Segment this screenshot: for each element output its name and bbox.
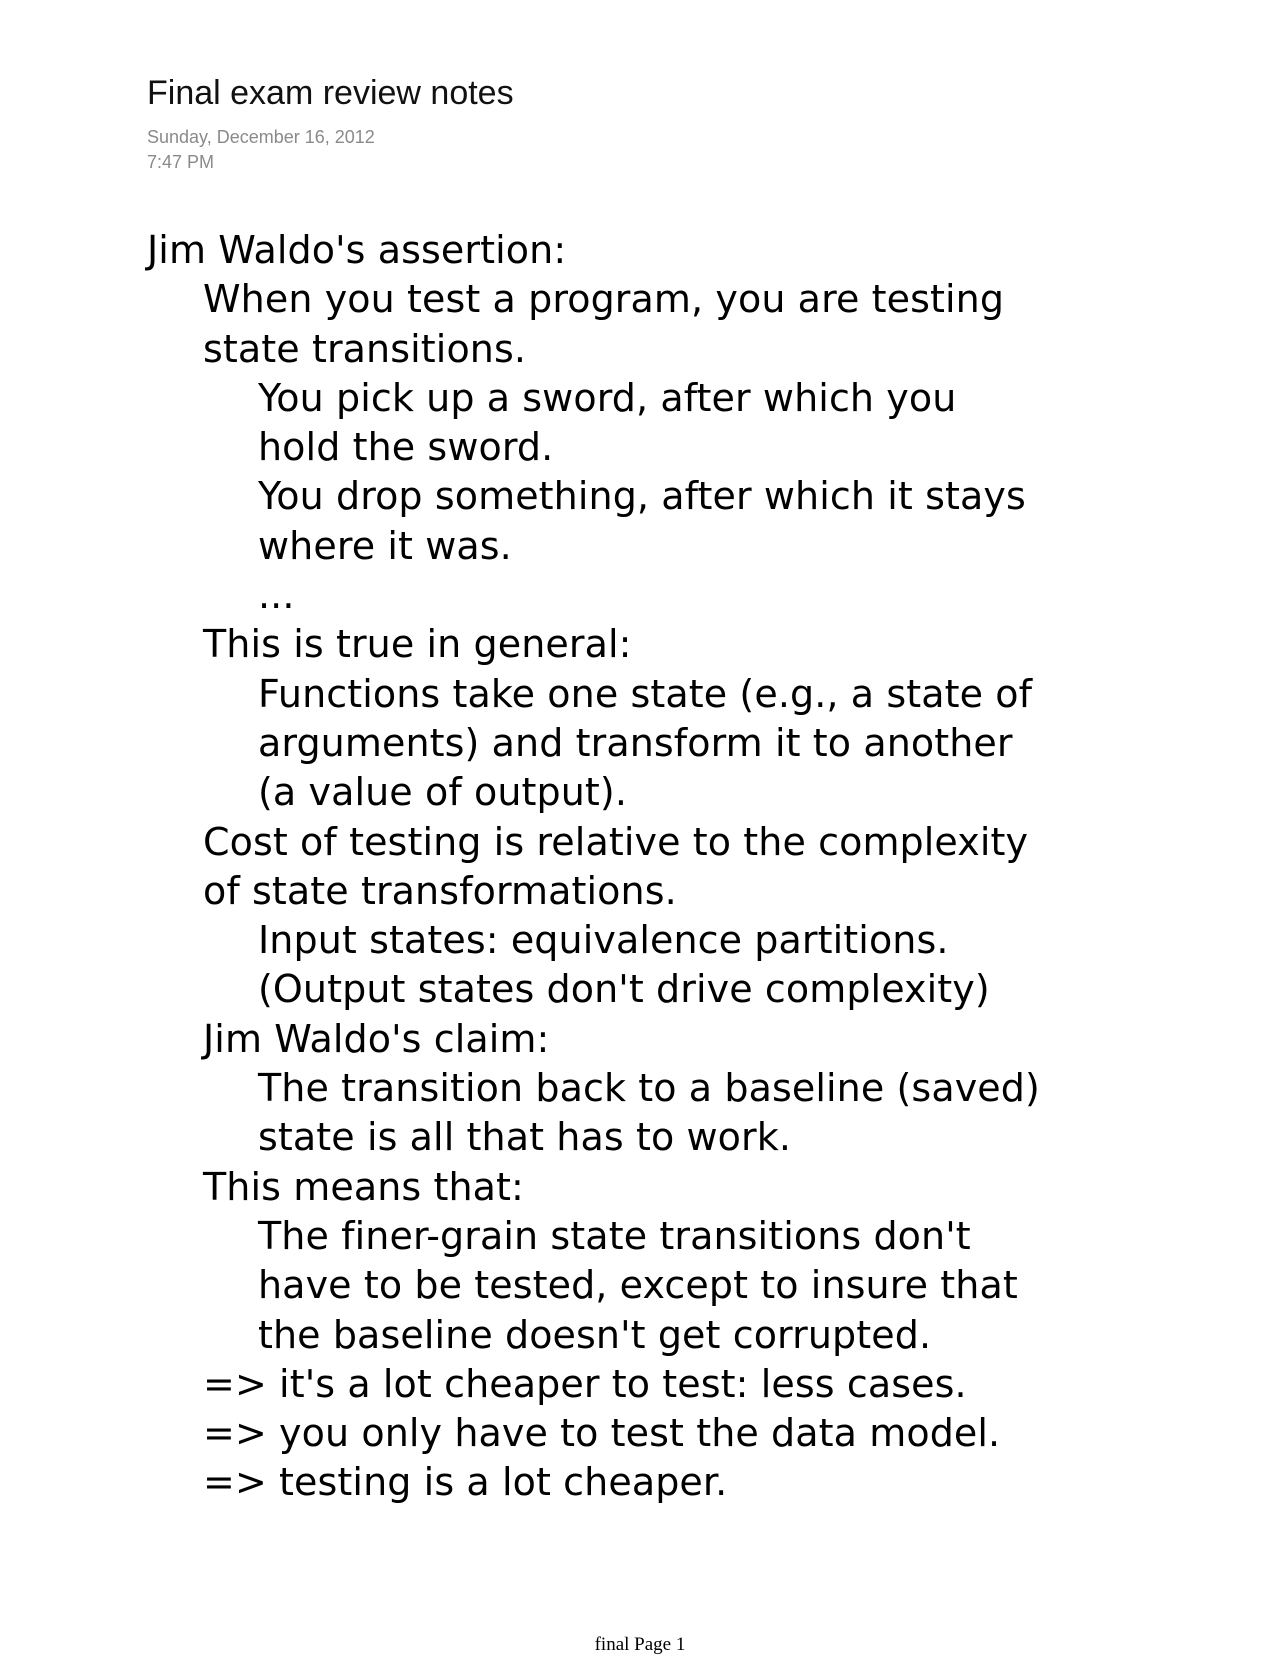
note-line: (a value of output).: [258, 770, 628, 815]
note-line: the baseline doesn't get corrupted.: [258, 1312, 932, 1357]
note-line: Jim Waldo's claim:: [203, 1016, 550, 1061]
note-line: hold the sword.: [258, 425, 554, 470]
note-line: state is all that has to work.: [258, 1115, 792, 1160]
note-line: => testing is a lot cheaper.: [203, 1460, 728, 1505]
note-line: => it's a lot cheaper to test: less cases.: [203, 1361, 967, 1406]
note-line: This is true in general:: [203, 622, 632, 667]
note-line: Cost of testing is relative to the complexity: [203, 819, 1029, 864]
note-date: Sunday, December 16, 2012: [147, 127, 375, 147]
note-line: When you test a program, you are testing: [203, 277, 1005, 322]
note-line: The finer-grain state transitions don't: [258, 1213, 971, 1258]
note-line: The transition back to a baseline (saved): [258, 1066, 1040, 1111]
note-time: 7:47 PM: [147, 152, 215, 172]
note-line: This means that:: [203, 1164, 524, 1209]
note-line: You pick up a sword, after which you: [258, 375, 957, 420]
note-line: where it was.: [258, 523, 512, 568]
note-line: ...: [258, 573, 295, 618]
note-line: Functions take one state (e.g., a state of: [258, 671, 1033, 716]
note-line: state transitions.: [203, 326, 527, 371]
note-line: arguments) and transform it to another: [258, 720, 1013, 765]
note-line: of state transformations.: [203, 868, 677, 913]
page-title: Final exam review notes: [147, 74, 514, 112]
note-line: have to be tested, except to insure that: [258, 1263, 1018, 1308]
note-line: (Output states don't drive complexity): [258, 967, 990, 1012]
note-line: Input states: equivalence partitions.: [258, 918, 949, 963]
notes-body: [147, 226, 1147, 1508]
note-line: Jim Waldo's assertion:: [147, 228, 567, 272]
note-line: You drop something, after which it stays: [258, 474, 1026, 519]
page-footer: final Page 1: [594, 1634, 686, 1655]
note-line: => you only have to test the data model.: [203, 1411, 1001, 1456]
